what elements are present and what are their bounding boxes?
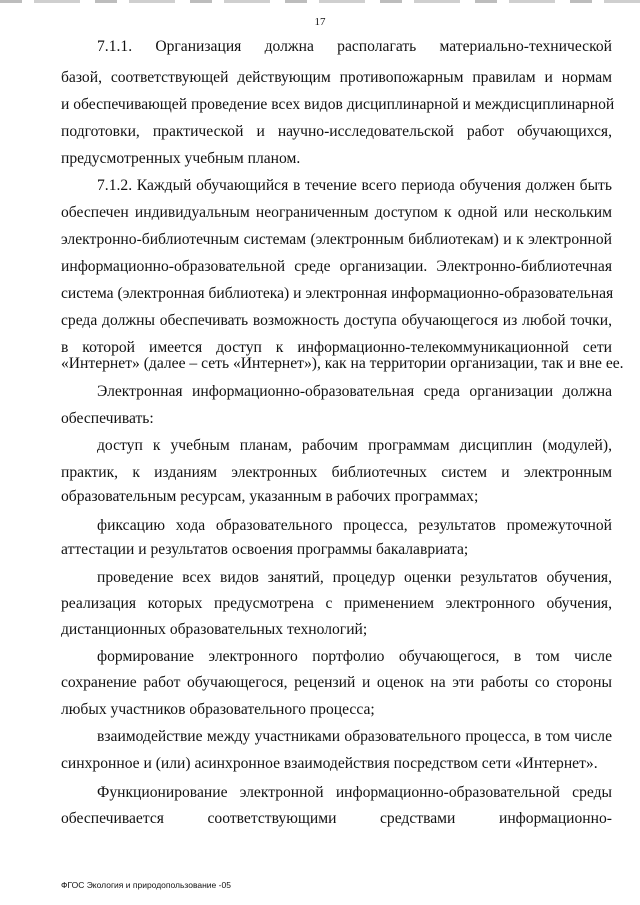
text-line: реализация которых предусмотрена с применением электронного обучения, — [61, 595, 612, 612]
text-line: и обеспечивающей проведение всех видов дисциплинарной и междисциплинарной — [61, 96, 615, 113]
text-line: любых участников образовательного процесса; — [61, 701, 375, 718]
text-line: синхронное и (или) асинхронное взаимодействия посредством сети «Интернет». — [61, 755, 598, 772]
text-line: система (электронная библиотека) и электронная информационно-образовательная — [61, 285, 614, 302]
text-line: обеспечивается соответствующими средствами информационно- — [61, 810, 612, 827]
text-line: 7.1.1. Организация должна располагать материально-технической — [97, 38, 612, 55]
text-line: подготовки, практической и научно-исследовательской работ обучающихся, — [61, 123, 612, 140]
page-number: 17 — [314, 16, 326, 28]
text-line: Функционирование электронной информационно-образовательной среды — [97, 784, 612, 801]
text-line: дистанционных образовательных технологий; — [61, 621, 368, 638]
text-line: фиксацию хода образовательного процесса, результатов промежуточной — [97, 517, 612, 534]
text-line: взаимодействие между участниками образовательного процесса, в том числе — [97, 728, 612, 745]
text-line: «Интернет» (далее – сеть «Интернет»), как на территории организации, так и вне ее. — [61, 355, 624, 372]
text-line: электронно-библиотечным системам (электронным библиотекам) и к электронной — [61, 231, 612, 248]
text-line: образовательным ресурсам, указанным в рабочих программах; — [61, 488, 479, 505]
text-line: доступ к учебным планам, рабочим программам дисциплин (модулей), — [97, 437, 612, 454]
text-line: обеспечен индивидуальным неограниченным доступом к одной или нескольким — [61, 204, 612, 221]
text-line: информационно-образовательной среде организации. Электронно-библиотечная — [61, 258, 612, 275]
text-line: базой, соответствующей действующим противопожарным правилам и нормам — [61, 69, 612, 86]
text-line: в которой имеется доступ к информационно-телекоммуникационной сети — [61, 339, 612, 356]
scan-top-edge — [0, 0, 640, 3]
text-line: аттестации и результатов освоения программы бакалавриата; — [61, 541, 469, 558]
text-line: 7.1.2. Каждый обучающийся в течение всего периода обучения должен быть — [97, 177, 612, 194]
text-line: проведение всех видов занятий, процедур оценки результатов обучения, — [97, 569, 612, 586]
text-line: среда должны обеспечивать возможность доступа обучающегося из любой точки, — [61, 312, 612, 329]
text-line: Электронная информационно-образовательная среда организации должна — [97, 383, 612, 400]
text-line: практик, к изданиям электронных библиотечных систем и электронным — [61, 464, 612, 481]
text-line: сохранение работ обучающегося, рецензий и оценок на эти работы со стороны — [61, 674, 612, 691]
text-line: предусмотренных учебным планом. — [61, 150, 301, 167]
text-line: формирование электронного портфолио обучающегося, в том числе — [97, 648, 612, 665]
footer-document-code: ФГОС Экология и природопользование -05 — [61, 880, 231, 890]
text-line: обеспечивать: — [61, 410, 154, 427]
